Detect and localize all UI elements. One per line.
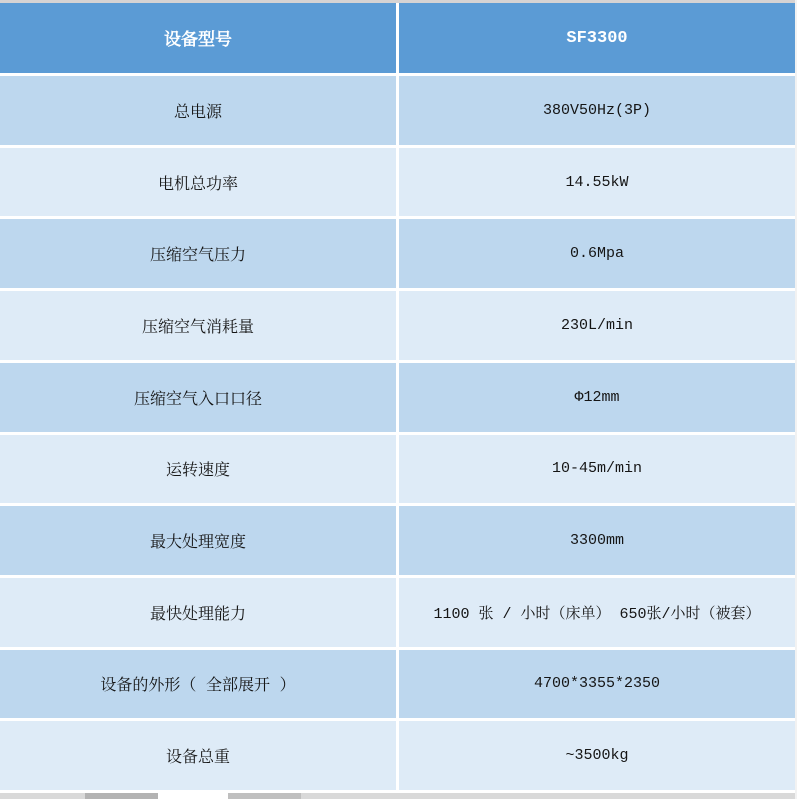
spec-value: 4700*3355*2350 <box>533 675 661 693</box>
table-row <box>0 578 795 650</box>
spec-value: Φ12mm <box>574 388 620 406</box>
spec-value: 230L/min <box>560 316 633 334</box>
spec-label: 电机总功率 <box>0 148 399 217</box>
horizontal-scrollbar[interactable] <box>0 793 795 799</box>
spec-label: 设备总重 <box>0 721 399 790</box>
spec-value: 3300mm <box>569 532 624 550</box>
spec-value: ~3500kg <box>565 747 629 765</box>
table-row <box>0 76 795 148</box>
spec-value: 14.55kW <box>565 173 629 191</box>
spec-value: 1100 张 / 小时（床单） 650张/小时（被套） <box>433 605 761 623</box>
scrollbar-thumb[interactable] <box>85 793 158 799</box>
spec-label: 最大处理宽度 <box>0 506 399 575</box>
spec-label: 最快处理能力 <box>0 578 399 647</box>
table-row <box>0 650 795 722</box>
header-model-label: 设备型号 <box>0 3 399 73</box>
header-model-value: SF3300 <box>566 28 628 48</box>
scrollbar-thumb-secondary[interactable] <box>228 793 301 799</box>
table-row <box>0 219 795 291</box>
table-row <box>0 435 795 507</box>
table-row <box>0 506 795 578</box>
spec-label: 总电源 <box>0 76 399 145</box>
spec-value: 10-45m/min <box>551 460 642 478</box>
spec-label: 压缩空气消耗量 <box>0 291 399 360</box>
table-row <box>0 363 795 435</box>
table-row <box>0 721 795 793</box>
spec-label: 压缩空气入口口径 <box>0 363 399 432</box>
table-row <box>0 148 795 220</box>
spec-value: 0.6Mpa <box>569 245 624 263</box>
spec-label: 设备的外形（ 全部展开 ） <box>0 650 399 719</box>
spec-label: 压缩空气压力 <box>0 219 399 288</box>
spec-value: 380V50Hz(3P) <box>542 101 652 119</box>
spec-label: 运转速度 <box>0 435 399 504</box>
scrollbar-track-segment[interactable] <box>301 793 795 799</box>
table-row <box>0 291 795 363</box>
table-header-row <box>0 3 795 76</box>
scrollbar-track-gap[interactable] <box>158 793 228 799</box>
scrollbar-track-segment[interactable] <box>0 793 85 799</box>
